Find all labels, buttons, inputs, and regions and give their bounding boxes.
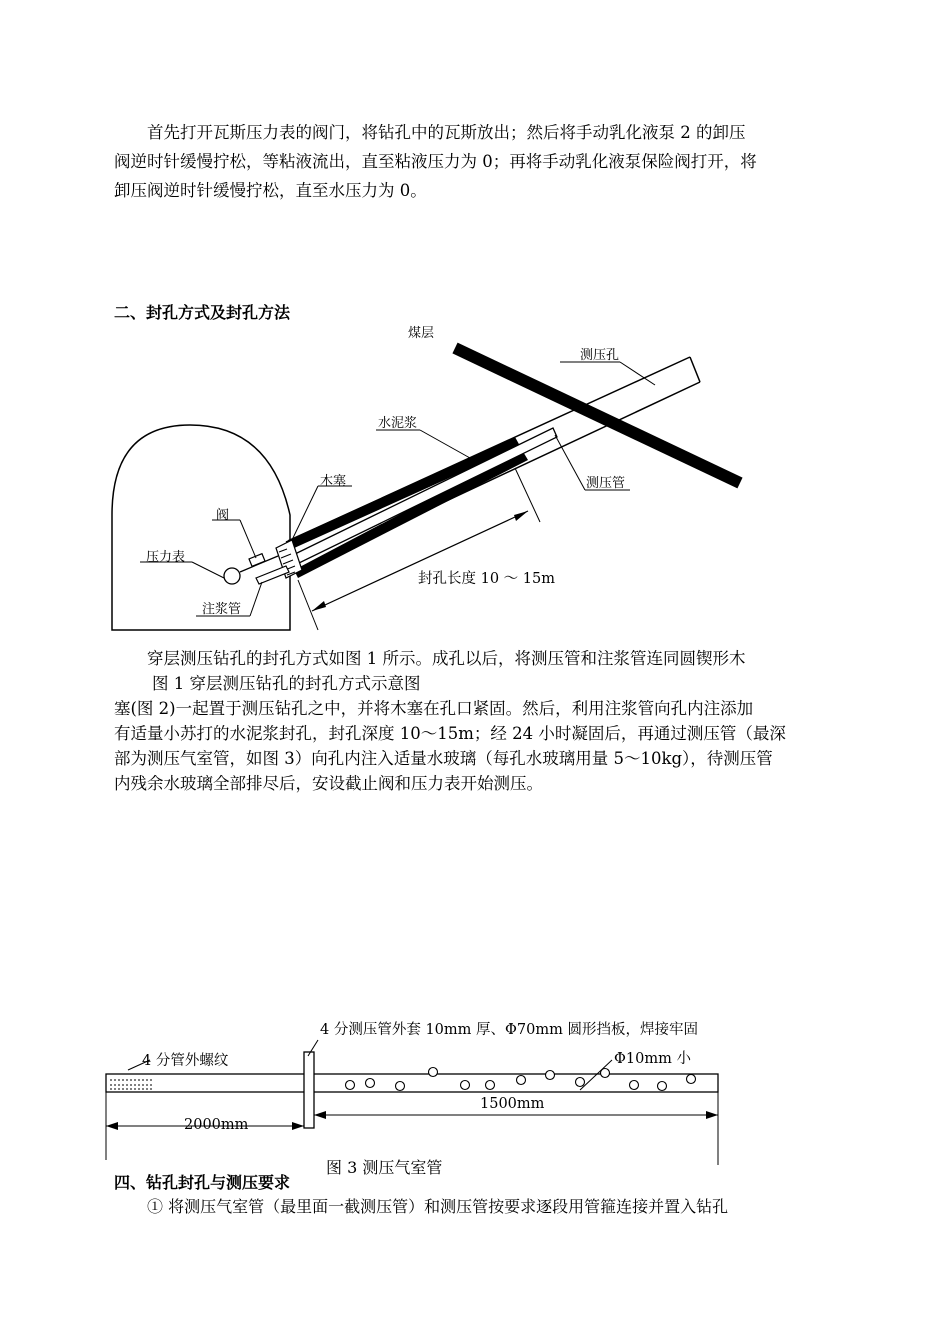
label-1500mm: 1500mm (480, 1096, 545, 1112)
chamber-pipe (106, 1074, 718, 1092)
method-line-2: 塞(图 2)一起置于测压钻孔之中，并将木塞在孔口紧固。然后，利用注浆管向孔内注添加 (114, 699, 754, 718)
label-baffle-note: 4 分测压管外套 10mm 厚、Φ70mm 圆形挡板，焊接牢固 (320, 1022, 698, 1038)
label-gauge: 压力表 (146, 550, 186, 565)
label-outer-thread: 4 分管外螺纹 (142, 1053, 229, 1069)
method-line-1: 穿层测压钻孔的封孔方式如图 1 所示。成孔以后，将测压管和注浆管连同圆锲形木 (147, 649, 746, 668)
intro-line-3: 卸压阀逆时针缓慢拧松，直至水压力为 0。 (114, 181, 427, 200)
intro-line-1: 首先打开瓦斯压力表的阀门，将钻孔中的瓦斯放出；然后将手动乳化液泵 2 的卸压 (147, 123, 746, 142)
label-seal-length: 封孔长度 10 ～ 15m (418, 571, 555, 587)
method-line-3: 有适量小苏打的水泥浆封孔，封孔深度 10～15m；经 24 小时凝固后，再通过测压管（最深 (114, 724, 786, 743)
method-line-4: 部为测压气室管，如图 3）向孔内注入适量水玻璃（每孔水玻璃用量 5～10kg），待测压管 (114, 749, 773, 768)
label-pressure-hole: 测压孔 (580, 348, 620, 363)
label-coal-seam: 煤层 (408, 326, 435, 341)
section-heading-4: 四、钻孔封孔与测压要求 (114, 1173, 291, 1192)
label-grout-pipe: 注浆管 (202, 602, 242, 617)
baffle-plate (304, 1052, 314, 1128)
section-heading-2: 二、封孔方式及封孔方法 (114, 303, 291, 322)
requirement-line-1: ① 将测压气室管（最里面一截测压管）和测压管按要求逐段用管箍连接并置入钻孔 (147, 1197, 729, 1216)
intro-line-2: 阀逆时针缓慢拧松，等粘液流出，直至粘液压力为 0；再将手动乳化液泵保险阀打开，将 (114, 152, 757, 171)
label-cement: 水泥浆 (378, 416, 418, 431)
label-small-holes: Φ10mm 小 (614, 1051, 691, 1067)
label-valve: 阀 (216, 508, 230, 523)
method-line-5: 内残余水玻璃全部排尽后，安设截止阀和压力表开始测压。 (114, 774, 543, 793)
label-2000mm: 2000mm (184, 1117, 249, 1133)
label-pressure-pipe: 测压管 (586, 476, 626, 491)
figure-1-caption: 图 1 穿层测压钻孔的封孔方式示意图 (152, 674, 421, 693)
figure-3-caption: 图 3 测压气室管 (326, 1158, 443, 1177)
label-plug: 木塞 (320, 474, 347, 489)
